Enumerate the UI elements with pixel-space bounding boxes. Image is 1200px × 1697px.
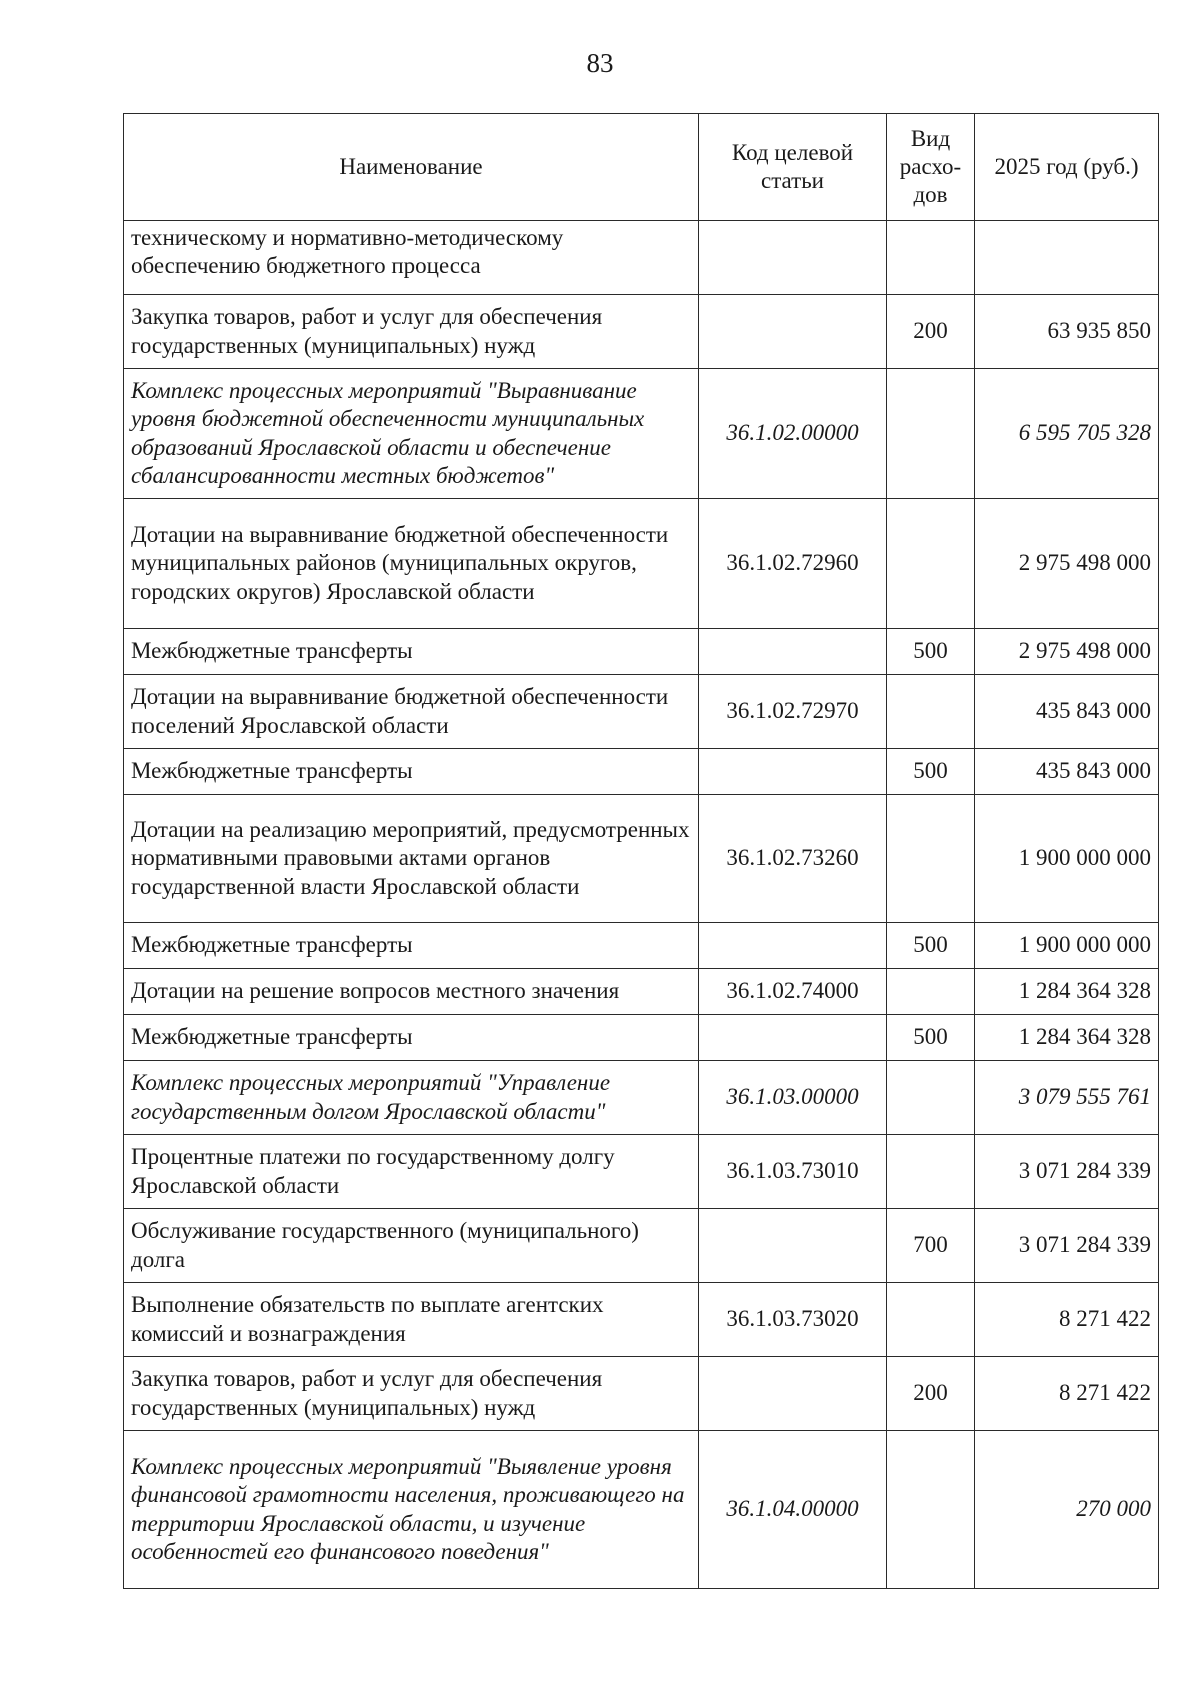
cell-name: Дотации на реализацию мероприятий, предусмотренных нормативными правовыми актами органов государственной власти Ярославской области <box>124 795 699 923</box>
table-row <box>124 629 1159 675</box>
cell-code <box>699 1015 887 1061</box>
table-row <box>124 1135 1159 1209</box>
header-code: Код целевой статьи <box>699 114 887 221</box>
cell-code: 36.1.03.73010 <box>699 1135 887 1209</box>
cell-type <box>887 221 975 295</box>
table-row <box>124 1357 1159 1431</box>
cell-type: 500 <box>887 1015 975 1061</box>
cell-amount: 3 071 284 339 <box>975 1209 1159 1283</box>
table-row <box>124 969 1159 1015</box>
cell-amount: 2 975 498 000 <box>975 629 1159 675</box>
cell-type <box>887 1431 975 1589</box>
cell-code: 36.1.02.72970 <box>699 675 887 749</box>
table-row <box>124 1431 1159 1589</box>
cell-amount: 1 284 364 328 <box>975 1015 1159 1061</box>
cell-name: Комплекс процессных мероприятий "Выявление уровня финансовой грамотности населения, проживающего на территории Ярославской области, и изучение особенностей его финансового поведения" <box>124 1431 699 1589</box>
cell-name: техническому и нормативно-методическому обеспечению бюджетного процесса <box>124 221 699 295</box>
cell-type <box>887 969 975 1015</box>
cell-code: 36.1.03.73020 <box>699 1283 887 1357</box>
cell-type <box>887 499 975 629</box>
cell-code: 36.1.02.74000 <box>699 969 887 1015</box>
cell-code <box>699 749 887 795</box>
cell-amount: 435 843 000 <box>975 749 1159 795</box>
cell-amount: 435 843 000 <box>975 675 1159 749</box>
table-row <box>124 499 1159 629</box>
cell-name: Обслуживание государственного (муниципального) долга <box>124 1209 699 1283</box>
cell-amount: 8 271 422 <box>975 1357 1159 1431</box>
cell-type: 500 <box>887 629 975 675</box>
cell-type: 500 <box>887 923 975 969</box>
table-header-row <box>124 114 1159 221</box>
cell-name: Дотации на выравнивание бюджетной обеспеченности поселений Ярославской области <box>124 675 699 749</box>
cell-amount: 6 595 705 328 <box>975 369 1159 499</box>
table-row <box>124 295 1159 369</box>
cell-type <box>887 795 975 923</box>
budget-table <box>123 113 1159 1589</box>
cell-name: Закупка товаров, работ и услуг для обеспечения государственных (муниципальных) нужд <box>124 1357 699 1431</box>
cell-type <box>887 369 975 499</box>
cell-name: Дотации на решение вопросов местного значения <box>124 969 699 1015</box>
cell-name: Комплекс процессных мероприятий "Управление государственным долгом Ярославской области" <box>124 1061 699 1135</box>
cell-code <box>699 923 887 969</box>
cell-name: Комплекс процессных мероприятий "Выравнивание уровня бюджетной обеспеченности муниципальных образований Ярославской области и обеспечение сбалансированности местных бюджетов" <box>124 369 699 499</box>
cell-name: Дотации на выравнивание бюджетной обеспеченности муниципальных районов (муниципальных округов, городских округов) Ярославской области <box>124 499 699 629</box>
table-body <box>124 221 1159 1589</box>
cell-type: 700 <box>887 1209 975 1283</box>
cell-amount: 3 079 555 761 <box>975 1061 1159 1135</box>
cell-code <box>699 1209 887 1283</box>
cell-code: 36.1.02.00000 <box>699 369 887 499</box>
cell-type <box>887 675 975 749</box>
table-row <box>124 1015 1159 1061</box>
table-row <box>124 749 1159 795</box>
table-row <box>124 923 1159 969</box>
table-row <box>124 1061 1159 1135</box>
cell-code <box>699 1357 887 1431</box>
cell-name: Закупка товаров, работ и услуг для обеспечения государственных (муниципальных) нужд <box>124 295 699 369</box>
cell-code <box>699 629 887 675</box>
cell-amount: 63 935 850 <box>975 295 1159 369</box>
cell-amount: 1 900 000 000 <box>975 795 1159 923</box>
cell-amount: 3 071 284 339 <box>975 1135 1159 1209</box>
cell-type <box>887 1135 975 1209</box>
table-row <box>124 221 1159 295</box>
table-row <box>124 795 1159 923</box>
cell-code: 36.1.02.73260 <box>699 795 887 923</box>
table-row <box>124 369 1159 499</box>
cell-name: Выполнение обязательств по выплате агентских комиссий и вознаграждения <box>124 1283 699 1357</box>
cell-amount: 270 000 <box>975 1431 1159 1589</box>
table-row <box>124 1209 1159 1283</box>
page-number: 83 <box>586 48 614 78</box>
cell-code: 36.1.03.00000 <box>699 1061 887 1135</box>
cell-code: 36.1.04.00000 <box>699 1431 887 1589</box>
table-row <box>124 1283 1159 1357</box>
cell-name: Межбюджетные трансферты <box>124 749 699 795</box>
header-name: Наименование <box>124 114 699 221</box>
cell-code: 36.1.02.72960 <box>699 499 887 629</box>
cell-type <box>887 1061 975 1135</box>
cell-amount: 1 284 364 328 <box>975 969 1159 1015</box>
cell-amount: 2 975 498 000 <box>975 499 1159 629</box>
cell-amount <box>975 221 1159 295</box>
cell-name: Межбюджетные трансферты <box>124 1015 699 1061</box>
cell-name: Межбюджетные трансферты <box>124 629 699 675</box>
cell-type: 200 <box>887 1357 975 1431</box>
header-amount: 2025 год (руб.) <box>975 114 1159 221</box>
cell-code <box>699 295 887 369</box>
cell-name: Процентные платежи по государственному долгу Ярославской области <box>124 1135 699 1209</box>
table-row <box>124 675 1159 749</box>
cell-amount: 8 271 422 <box>975 1283 1159 1357</box>
cell-code <box>699 221 887 295</box>
header-type: Вид расхо-дов <box>887 114 975 221</box>
cell-name: Межбюджетные трансферты <box>124 923 699 969</box>
cell-amount: 1 900 000 000 <box>975 923 1159 969</box>
cell-type: 200 <box>887 295 975 369</box>
cell-type <box>887 1283 975 1357</box>
cell-type: 500 <box>887 749 975 795</box>
